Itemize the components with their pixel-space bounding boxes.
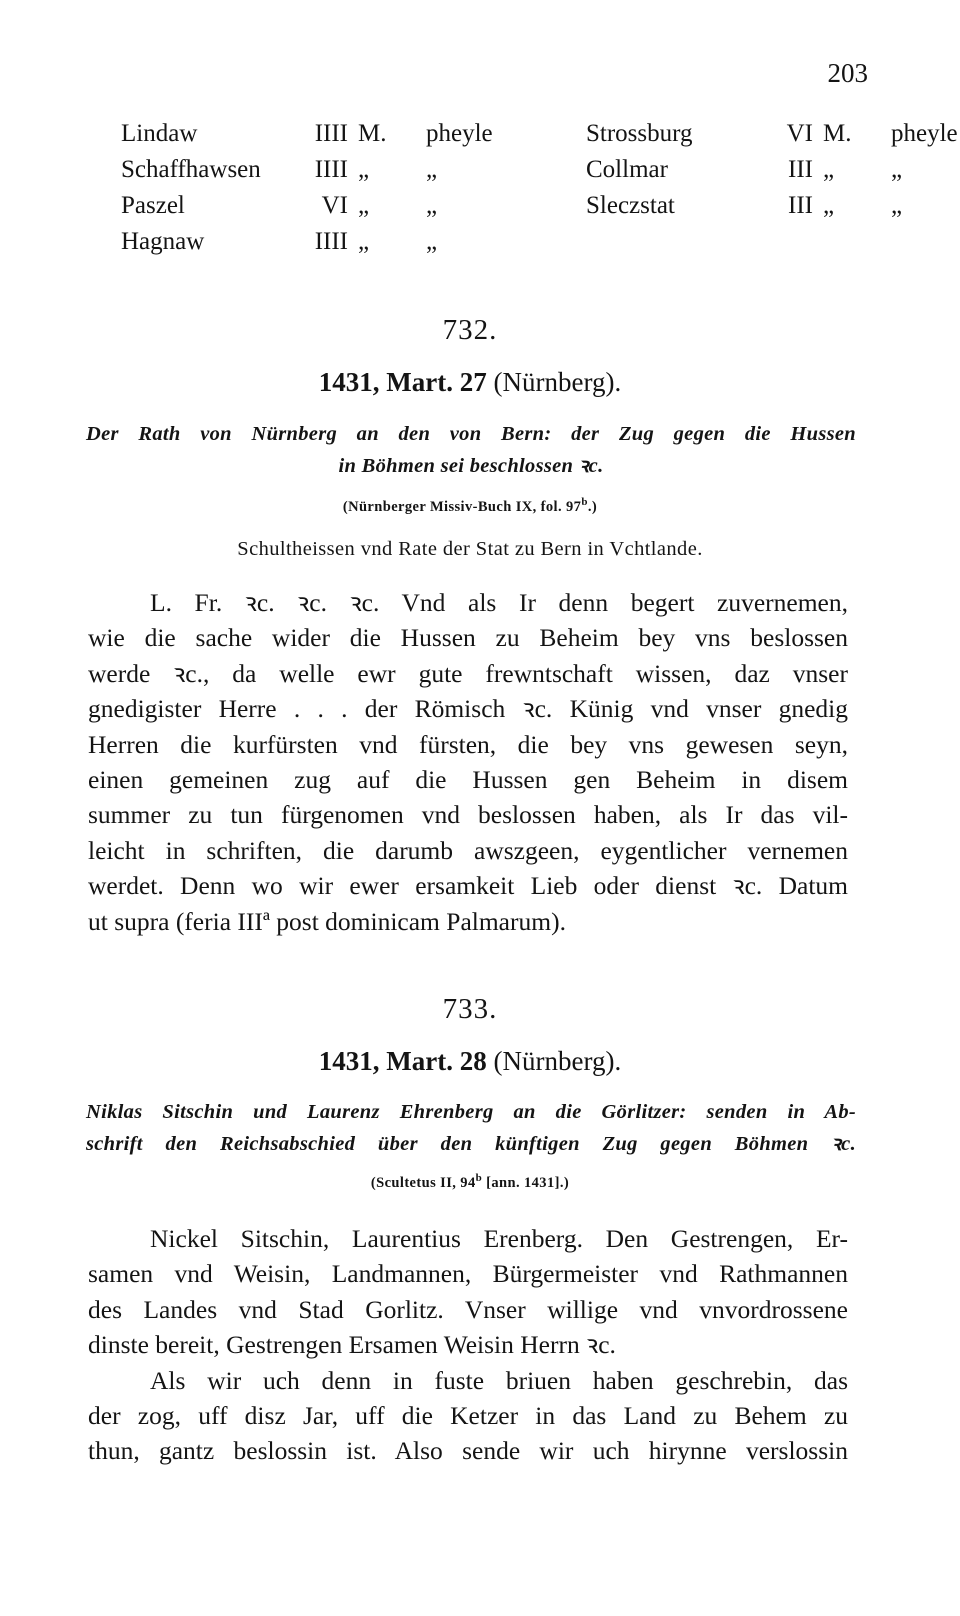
- table-row: [121, 192, 958, 228]
- body-line: Als wir uch denn in fuste briuen haben geschrebin, das: [150, 1365, 848, 1395]
- date-bold: 1431, Mart. 28: [318, 1046, 487, 1076]
- table-row: [121, 120, 958, 156]
- summary-line: in Böhmen sei beschlossen ꝛc.: [338, 455, 604, 477]
- unit: „: [358, 156, 370, 183]
- body-line: Herren die kurfürsten vnd fürsten, die bey vns gewesen seyn,: [88, 729, 848, 759]
- date-bold: 1431, Mart. 27: [318, 367, 487, 397]
- amount: IIII: [314, 120, 348, 147]
- amount: [751, 228, 823, 264]
- summary-line: schrift den Reichsabschied über den künftigen Zug gegen Böhmen ꝛc.: [86, 1133, 856, 1155]
- salutation: Schultheissen vnd Rate der Stat zu Bern in Vchtlande.: [237, 538, 703, 560]
- city-name: Strossburg: [586, 120, 693, 147]
- body-line: samen vnd Weisin, Landmannen, Bürgermeister vnd Rathmannen: [88, 1259, 848, 1289]
- city-name: Sleczstat: [586, 192, 675, 219]
- unit: „: [358, 192, 370, 219]
- document-number: 733.: [442, 993, 498, 1025]
- unit-note: „: [891, 156, 903, 183]
- source-citation: [80, 1172, 860, 1192]
- unit: M.: [358, 120, 387, 147]
- unit-note: „: [891, 192, 903, 219]
- summary-line: Der Rath von Nürnberg an den von Bern: der Zug gegen die Hussen: [86, 423, 856, 445]
- body-line: gnedigister Herre . . . der Römisch ꝛc. Künig vnd vnser gnedig: [88, 694, 848, 724]
- body-line: wie die sache wider die Hussen zu Beheim bey vns beslossen: [88, 623, 848, 653]
- body-line: summer zu tun fürgenomen vnd beslossen haben, als Ir das vil-: [88, 800, 848, 830]
- source-text: (Nürnberger Missiv-Buch IX, fol. 97: [342, 498, 582, 515]
- source-sup: b: [475, 1172, 483, 1184]
- unit: „: [823, 156, 835, 183]
- unit-note: „: [426, 192, 438, 219]
- tax-table: [121, 120, 958, 264]
- city-name: Paszel: [121, 192, 185, 219]
- unit: „: [358, 228, 370, 255]
- amount: VI: [321, 192, 348, 219]
- document-summary: [86, 1096, 856, 1160]
- body-line: leicht in schriften, die darumb awszgeen, eygentlicher vernemen: [88, 835, 848, 865]
- amount: III: [788, 192, 813, 219]
- unit: „: [823, 192, 835, 219]
- unit-note: pheyle: [891, 120, 958, 147]
- date-place: (Nürnberg).: [493, 367, 622, 397]
- body-line: des Landes vnd Stad Gorlitz. Vnser willige vnd vnvordrossene: [88, 1294, 848, 1324]
- source-end: [ann. 1431].): [482, 1174, 570, 1191]
- city-name: [586, 228, 751, 264]
- body-line: einen gemeinen zug auf die Hussen gen Beheim in disem: [88, 765, 848, 795]
- document-summary: [86, 418, 856, 482]
- document-body: [88, 585, 848, 939]
- amount: VI: [786, 120, 813, 147]
- summary-line: Niklas Sitschin und Laurenz Ehrenberg an die Görlitzer: senden in Ab-: [86, 1101, 856, 1123]
- unit: [823, 228, 891, 264]
- amount: IIII: [314, 156, 348, 183]
- unit-note: pheyle: [426, 120, 493, 147]
- source-sup: b: [581, 496, 588, 508]
- unit: M.: [823, 120, 852, 147]
- source-citation: [80, 496, 860, 516]
- body-line: werde ꝛc., da welle ewr gute frewntschaft wissen, daz vnser: [88, 658, 848, 688]
- city-name: Collmar: [586, 156, 668, 183]
- document-body: [88, 1221, 848, 1469]
- source-end: .): [587, 498, 598, 515]
- document-date: [80, 367, 860, 398]
- city-name: Hagnaw: [121, 228, 205, 255]
- table-row: [121, 228, 958, 264]
- amount: IIII: [314, 228, 348, 255]
- body-line: ut supra (feria IIIª post dominicam Palmarum).: [88, 906, 566, 936]
- page-number: 203: [827, 58, 868, 88]
- body-line: thun, gantz beslossin ist. Also sende wir uch hirynne verslossin: [88, 1436, 848, 1466]
- date-place: (Nürnberg).: [493, 1046, 622, 1076]
- document-date: [80, 1046, 860, 1077]
- body-line: der zog, uff disz Jar, uff die Ketzer in das Land zu Behem zu: [88, 1401, 848, 1431]
- body-line: L. Fr. ꝛc. ꝛc. ꝛc. Vnd als Ir denn begert zuvernemen,: [150, 588, 848, 617]
- table-row: [121, 156, 958, 192]
- city-name: Lindaw: [121, 120, 198, 147]
- body-line: werdet. Denn wo wir ewer ersamkeit Lieb oder dienst ꝛc. Datum: [88, 871, 848, 901]
- body-line: Nickel Sitschin, Laurentius Erenberg. Den Gestrengen, Er-: [150, 1224, 848, 1253]
- unit-note: „: [426, 156, 438, 183]
- unit-note: „: [426, 228, 438, 255]
- city-name: Schaffhawsen: [121, 156, 261, 183]
- unit-note: [891, 228, 958, 264]
- body-line: dinste bereit, Gestrengen Ersamen Weisin Herrn ꝛc.: [88, 1330, 616, 1360]
- amount: III: [788, 156, 813, 183]
- document-number: 732.: [442, 314, 498, 346]
- source-text: (Scultetus II, 94: [370, 1174, 476, 1191]
